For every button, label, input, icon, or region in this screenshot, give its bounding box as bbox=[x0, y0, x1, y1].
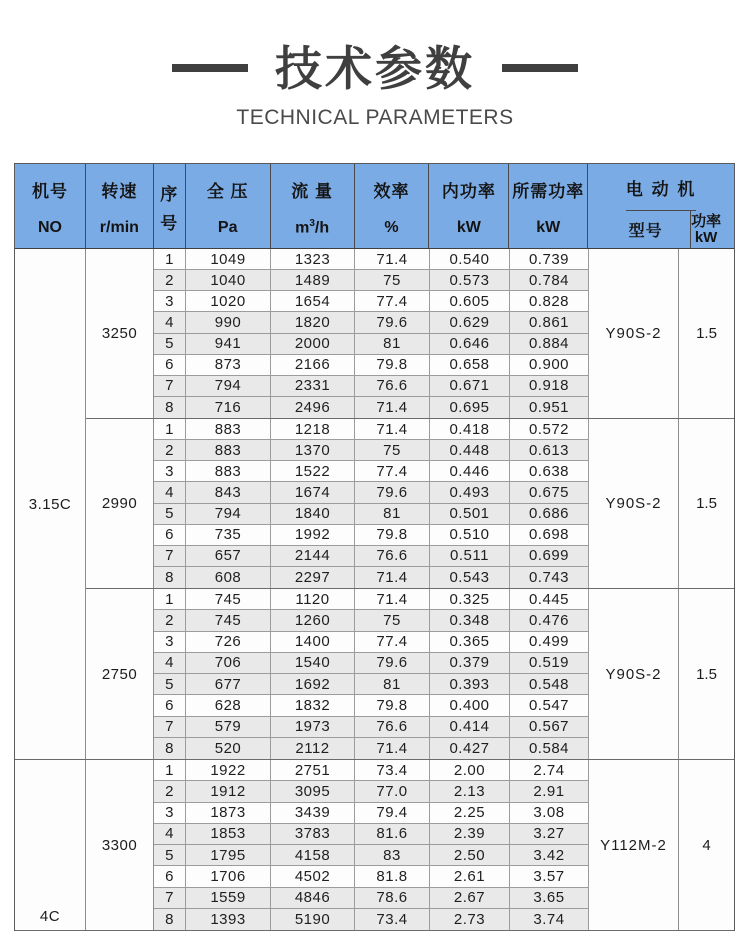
flow-cell: 1973 bbox=[271, 717, 355, 737]
flow-cell: 1820 bbox=[271, 312, 355, 332]
required-power-cell: 0.675 bbox=[510, 482, 589, 502]
internal-power-cell: 0.671 bbox=[430, 376, 510, 396]
internal-power-cell: 0.400 bbox=[430, 695, 510, 715]
speed-sections bbox=[86, 760, 734, 930]
table-row bbox=[154, 803, 589, 824]
flow-cell: 2496 bbox=[271, 397, 355, 418]
required-power-cell: 0.613 bbox=[510, 440, 589, 460]
parameters-table bbox=[14, 163, 735, 931]
table-row bbox=[154, 270, 589, 291]
serial-cell: 3 bbox=[154, 632, 186, 652]
motor-power-cell: 1.5 bbox=[696, 495, 717, 512]
machine-group bbox=[15, 249, 734, 760]
header-flow-zh: 流 量 bbox=[291, 182, 333, 201]
required-power-cell: 3.08 bbox=[510, 803, 589, 823]
flow-cell: 3783 bbox=[271, 824, 355, 844]
efficiency-cell: 77.0 bbox=[355, 781, 430, 801]
internal-power-cell: 0.414 bbox=[430, 717, 510, 737]
serial-cell: 1 bbox=[154, 249, 186, 269]
header-pressure-unit: Pa bbox=[217, 219, 238, 236]
internal-power-cell: 0.393 bbox=[430, 674, 510, 694]
speed-cell: 2990 bbox=[86, 419, 154, 588]
machine-no-label: 3.15C bbox=[28, 495, 72, 513]
serial-cell: 8 bbox=[154, 738, 186, 759]
pressure-cell: 677 bbox=[186, 674, 271, 694]
serial-cell: 3 bbox=[154, 803, 186, 823]
flow-cell: 1674 bbox=[271, 482, 355, 502]
internal-power-cell: 0.511 bbox=[430, 546, 510, 566]
header-pressure-zh: 全 压 bbox=[206, 182, 249, 201]
internal-power-cell: 2.73 bbox=[430, 909, 510, 930]
motor-model-cell: Y90S-2 bbox=[589, 419, 679, 588]
table-row bbox=[154, 610, 589, 631]
header-machine-no-en: NO bbox=[37, 219, 62, 236]
table-row bbox=[154, 824, 589, 845]
table-row bbox=[154, 249, 589, 270]
table-row bbox=[154, 312, 589, 333]
table-row bbox=[154, 888, 589, 909]
flow-cell: 4158 bbox=[271, 845, 355, 865]
flow-cell: 1522 bbox=[271, 461, 355, 481]
speed-section bbox=[86, 419, 734, 589]
efficiency-cell: 75 bbox=[355, 440, 430, 460]
serial-cell: 7 bbox=[154, 717, 186, 737]
table-row bbox=[154, 567, 589, 588]
required-power-cell: 0.698 bbox=[510, 525, 589, 545]
motor-model-cell: Y90S-2 bbox=[589, 249, 679, 418]
pressure-cell: 1559 bbox=[186, 888, 271, 908]
pressure-cell: 1049 bbox=[186, 249, 271, 269]
efficiency-cell: 73.4 bbox=[355, 909, 430, 930]
table-row bbox=[154, 504, 589, 525]
internal-power-cell: 0.365 bbox=[430, 632, 510, 652]
internal-power-cell: 0.418 bbox=[430, 419, 510, 439]
table-row bbox=[154, 632, 589, 653]
internal-power-cell: 0.348 bbox=[430, 610, 510, 630]
pressure-cell: 579 bbox=[186, 717, 271, 737]
efficiency-cell: 81.8 bbox=[355, 866, 430, 886]
flow-cell: 1832 bbox=[271, 695, 355, 715]
internal-power-cell: 0.646 bbox=[430, 334, 510, 354]
serial-cell: 2 bbox=[154, 440, 186, 460]
serial-cell: 6 bbox=[154, 866, 186, 886]
header-motor-zh: 电 动 机 bbox=[626, 164, 696, 211]
page-title: 技术参数 bbox=[275, 41, 475, 95]
table-row bbox=[154, 760, 589, 781]
required-power-cell: 2.74 bbox=[510, 760, 589, 780]
required-power-cell: 0.638 bbox=[510, 461, 589, 481]
pressure-cell: 716 bbox=[186, 397, 271, 418]
header-motor-group bbox=[588, 164, 734, 248]
pressure-cell: 1393 bbox=[186, 909, 271, 930]
efficiency-cell: 71.4 bbox=[355, 589, 430, 609]
table-row bbox=[154, 866, 589, 887]
serial-cell: 1 bbox=[154, 419, 186, 439]
serial-cell: 1 bbox=[154, 760, 186, 780]
flow-cell: 2112 bbox=[271, 738, 355, 759]
flow-cell: 1692 bbox=[271, 674, 355, 694]
motor-power-cell: 1.5 bbox=[696, 665, 717, 683]
serial-cell: 7 bbox=[154, 888, 186, 908]
efficiency-cell: 79.6 bbox=[355, 653, 430, 673]
header-motor-model: 型号 bbox=[601, 211, 691, 248]
table-row bbox=[154, 546, 589, 567]
serial-cell: 1 bbox=[154, 589, 186, 609]
table-row bbox=[154, 781, 589, 802]
table-row bbox=[154, 589, 589, 610]
pressure-cell: 1922 bbox=[186, 760, 271, 780]
table-row bbox=[154, 376, 589, 397]
serial-cell: 8 bbox=[154, 397, 186, 418]
flow-cell: 4502 bbox=[271, 866, 355, 886]
motor-model-cell: Y90S-2 bbox=[589, 589, 679, 759]
pressure-cell: 1912 bbox=[186, 781, 271, 801]
required-power-cell: 0.739 bbox=[510, 249, 589, 269]
efficiency-cell: 79.8 bbox=[355, 525, 430, 545]
serial-cell: 8 bbox=[154, 567, 186, 588]
pressure-cell: 628 bbox=[186, 695, 271, 715]
pressure-cell: 794 bbox=[186, 376, 271, 396]
internal-power-cell: 0.540 bbox=[430, 249, 510, 269]
pressure-cell: 843 bbox=[186, 482, 271, 502]
data-rows bbox=[154, 760, 589, 930]
motor-power-cell: 4 bbox=[702, 836, 711, 854]
table-row bbox=[154, 845, 589, 866]
flow-unit-sup: 3 bbox=[309, 217, 315, 229]
flow-cell: 1489 bbox=[271, 270, 355, 290]
required-power-cell: 3.27 bbox=[510, 824, 589, 844]
header-motor-power-unit: kW bbox=[694, 228, 718, 246]
pressure-cell: 657 bbox=[186, 546, 271, 566]
required-power-cell: 0.884 bbox=[510, 334, 589, 354]
efficiency-cell: 81 bbox=[355, 334, 430, 354]
flow-cell: 3439 bbox=[271, 803, 355, 823]
serial-cell: 7 bbox=[154, 546, 186, 566]
pressure-cell: 873 bbox=[186, 355, 271, 375]
flow-cell: 1218 bbox=[271, 419, 355, 439]
pressure-cell: 735 bbox=[186, 525, 271, 545]
speed-section bbox=[86, 589, 734, 759]
serial-cell: 6 bbox=[154, 525, 186, 545]
title-dash-right bbox=[502, 64, 578, 72]
header-pressure bbox=[186, 164, 271, 248]
flow-cell: 2166 bbox=[271, 355, 355, 375]
header-efficiency bbox=[355, 164, 430, 248]
header-motor-sub bbox=[601, 211, 721, 248]
efficiency-cell: 79.6 bbox=[355, 312, 430, 332]
efficiency-cell: 71.4 bbox=[355, 419, 430, 439]
required-power-cell: 0.784 bbox=[510, 270, 589, 290]
serial-cell: 4 bbox=[154, 824, 186, 844]
pressure-cell: 1853 bbox=[186, 824, 271, 844]
table-header bbox=[15, 164, 734, 249]
pressure-cell: 794 bbox=[186, 504, 271, 524]
internal-power-cell: 2.39 bbox=[430, 824, 510, 844]
title-block bbox=[0, 38, 750, 98]
header-speed-zh: 转速 bbox=[101, 182, 138, 201]
internal-power-cell: 0.695 bbox=[430, 397, 510, 418]
header-flow bbox=[271, 164, 355, 248]
serial-cell: 6 bbox=[154, 695, 186, 715]
pressure-cell: 608 bbox=[186, 567, 271, 588]
required-power-cell: 3.74 bbox=[510, 909, 589, 930]
serial-cell: 2 bbox=[154, 781, 186, 801]
internal-power-cell: 2.00 bbox=[430, 760, 510, 780]
internal-power-cell: 0.325 bbox=[430, 589, 510, 609]
flow-cell: 1260 bbox=[271, 610, 355, 630]
internal-power-cell: 2.25 bbox=[430, 803, 510, 823]
pressure-cell: 1795 bbox=[186, 845, 271, 865]
efficiency-cell: 81.6 bbox=[355, 824, 430, 844]
internal-power-cell: 0.510 bbox=[430, 525, 510, 545]
pressure-cell: 883 bbox=[186, 440, 271, 460]
internal-power-cell: 0.629 bbox=[430, 312, 510, 332]
header-required-power bbox=[509, 164, 588, 248]
required-power-cell: 2.91 bbox=[510, 781, 589, 801]
table-row bbox=[154, 291, 589, 312]
speed-cell: 3250 bbox=[86, 249, 154, 418]
efficiency-cell: 78.6 bbox=[355, 888, 430, 908]
pressure-cell: 1873 bbox=[186, 803, 271, 823]
header-internal-power-unit: kW bbox=[456, 219, 481, 236]
required-power-cell: 3.42 bbox=[510, 845, 589, 865]
flow-cell: 2297 bbox=[271, 567, 355, 588]
internal-power-cell: 0.379 bbox=[430, 653, 510, 673]
serial-cell: 4 bbox=[154, 653, 186, 673]
serial-cell: 2 bbox=[154, 610, 186, 630]
table-row bbox=[154, 909, 589, 930]
efficiency-cell: 79.4 bbox=[355, 803, 430, 823]
header-machine-no bbox=[15, 164, 86, 248]
pressure-cell: 941 bbox=[186, 334, 271, 354]
efficiency-cell: 76.6 bbox=[355, 546, 430, 566]
required-power-cell: 0.445 bbox=[510, 589, 589, 609]
efficiency-cell: 71.4 bbox=[355, 249, 430, 269]
pressure-cell: 883 bbox=[186, 461, 271, 481]
serial-cell: 7 bbox=[154, 376, 186, 396]
required-power-cell: 3.57 bbox=[510, 866, 589, 886]
pressure-cell: 990 bbox=[186, 312, 271, 332]
table-row bbox=[154, 653, 589, 674]
pressure-cell: 706 bbox=[186, 653, 271, 673]
internal-power-cell: 2.50 bbox=[430, 845, 510, 865]
flow-cell: 2751 bbox=[271, 760, 355, 780]
data-rows bbox=[154, 249, 589, 418]
efficiency-cell: 81 bbox=[355, 504, 430, 524]
machine-group bbox=[15, 760, 734, 931]
pressure-cell: 1706 bbox=[186, 866, 271, 886]
header-serial-line2: 号 bbox=[160, 214, 179, 233]
table-row bbox=[154, 440, 589, 461]
required-power-cell: 0.861 bbox=[510, 312, 589, 332]
efficiency-cell: 77.4 bbox=[355, 632, 430, 652]
header-required-power-unit: kW bbox=[536, 219, 561, 236]
efficiency-cell: 77.4 bbox=[355, 461, 430, 481]
motor-model-cell: Y112M-2 bbox=[589, 760, 679, 930]
serial-cell: 3 bbox=[154, 461, 186, 481]
efficiency-cell: 77.4 bbox=[355, 291, 430, 311]
machine-no-cell bbox=[15, 760, 86, 930]
flow-cell: 4846 bbox=[271, 888, 355, 908]
serial-cell: 6 bbox=[154, 355, 186, 375]
internal-power-cell: 0.543 bbox=[430, 567, 510, 588]
required-power-cell: 0.567 bbox=[510, 717, 589, 737]
flow-cell: 1323 bbox=[271, 249, 355, 269]
internal-power-cell: 0.427 bbox=[430, 738, 510, 759]
speed-cell: 3300 bbox=[86, 760, 154, 930]
motor-power-cell: 1.5 bbox=[696, 325, 717, 342]
required-power-cell: 0.519 bbox=[510, 653, 589, 673]
required-power-cell: 0.699 bbox=[510, 546, 589, 566]
flow-cell: 2144 bbox=[271, 546, 355, 566]
title-dash-left bbox=[172, 64, 248, 72]
flow-cell: 2000 bbox=[271, 334, 355, 354]
pressure-cell: 1020 bbox=[186, 291, 271, 311]
efficiency-cell: 75 bbox=[355, 270, 430, 290]
serial-cell: 8 bbox=[154, 909, 186, 930]
header-motor-power bbox=[691, 211, 721, 248]
table-body bbox=[15, 249, 734, 931]
flow-unit-rest: /h bbox=[314, 219, 330, 236]
efficiency-cell: 79.8 bbox=[355, 695, 430, 715]
header-motor-power-zh: 功率 bbox=[691, 212, 722, 230]
header-required-power-zh: 所需功率 bbox=[512, 182, 585, 201]
internal-power-cell: 2.13 bbox=[430, 781, 510, 801]
serial-cell: 2 bbox=[154, 270, 186, 290]
required-power-cell: 0.584 bbox=[510, 738, 589, 759]
pressure-cell: 1040 bbox=[186, 270, 271, 290]
table-row bbox=[154, 419, 589, 440]
internal-power-cell: 2.67 bbox=[430, 888, 510, 908]
flow-unit-base: m bbox=[295, 219, 310, 236]
efficiency-cell: 75 bbox=[355, 610, 430, 630]
required-power-cell: 0.547 bbox=[510, 695, 589, 715]
flow-cell: 2331 bbox=[271, 376, 355, 396]
flow-cell: 1540 bbox=[271, 653, 355, 673]
page-subtitle: TECHNICAL PARAMETERS bbox=[236, 106, 514, 129]
pressure-cell: 520 bbox=[186, 738, 271, 759]
required-power-cell: 0.743 bbox=[510, 567, 589, 588]
data-rows bbox=[154, 589, 589, 759]
efficiency-cell: 76.6 bbox=[355, 717, 430, 737]
table-row bbox=[154, 334, 589, 355]
flow-cell: 5190 bbox=[271, 909, 355, 930]
table-row bbox=[154, 674, 589, 695]
required-power-cell: 0.499 bbox=[510, 632, 589, 652]
flow-cell: 1400 bbox=[271, 632, 355, 652]
pressure-cell: 745 bbox=[186, 610, 271, 630]
required-power-cell: 0.918 bbox=[510, 376, 589, 396]
efficiency-cell: 73.4 bbox=[355, 760, 430, 780]
serial-cell: 4 bbox=[154, 312, 186, 332]
internal-power-cell: 0.448 bbox=[430, 440, 510, 460]
header-internal-power-zh: 内功率 bbox=[441, 182, 496, 201]
internal-power-cell: 0.501 bbox=[430, 504, 510, 524]
header-efficiency-zh: 效率 bbox=[373, 182, 410, 201]
pressure-cell: 726 bbox=[186, 632, 271, 652]
efficiency-cell: 71.4 bbox=[355, 738, 430, 759]
internal-power-cell: 0.493 bbox=[430, 482, 510, 502]
efficiency-cell: 79.6 bbox=[355, 482, 430, 502]
internal-power-cell: 0.573 bbox=[430, 270, 510, 290]
required-power-cell: 3.65 bbox=[510, 888, 589, 908]
serial-cell: 5 bbox=[154, 334, 186, 354]
table-row bbox=[154, 738, 589, 759]
pressure-cell: 745 bbox=[186, 589, 271, 609]
internal-power-cell: 0.446 bbox=[430, 461, 510, 481]
data-rows bbox=[154, 419, 589, 588]
table-row bbox=[154, 717, 589, 738]
internal-power-cell: 0.658 bbox=[430, 355, 510, 375]
table-row bbox=[154, 461, 589, 482]
header-speed-unit: r/min bbox=[99, 219, 139, 236]
serial-cell: 5 bbox=[154, 845, 186, 865]
flow-cell: 1992 bbox=[271, 525, 355, 545]
table-row bbox=[154, 525, 589, 546]
required-power-cell: 0.476 bbox=[510, 610, 589, 630]
efficiency-cell: 76.6 bbox=[355, 376, 430, 396]
speed-sections bbox=[86, 249, 734, 759]
header-serial-line1: 序 bbox=[160, 185, 179, 204]
machine-no-label: 4C bbox=[39, 908, 61, 925]
pressure-cell: 883 bbox=[186, 419, 271, 439]
header-flow-unit bbox=[295, 218, 329, 237]
efficiency-cell: 79.8 bbox=[355, 355, 430, 375]
efficiency-cell: 71.4 bbox=[355, 397, 430, 418]
header-machine-no-zh: 机号 bbox=[31, 182, 68, 201]
speed-section bbox=[86, 249, 734, 419]
flow-cell: 1120 bbox=[271, 589, 355, 609]
flow-cell: 1654 bbox=[271, 291, 355, 311]
flow-cell: 3095 bbox=[271, 781, 355, 801]
internal-power-cell: 2.61 bbox=[430, 866, 510, 886]
table-row bbox=[154, 397, 589, 418]
required-power-cell: 0.828 bbox=[510, 291, 589, 311]
serial-cell: 5 bbox=[154, 504, 186, 524]
serial-cell: 3 bbox=[154, 291, 186, 311]
required-power-cell: 0.900 bbox=[510, 355, 589, 375]
required-power-cell: 0.686 bbox=[510, 504, 589, 524]
table-row bbox=[154, 695, 589, 716]
speed-cell: 2750 bbox=[86, 589, 154, 759]
speed-section bbox=[86, 760, 734, 930]
required-power-cell: 0.951 bbox=[510, 397, 589, 418]
header-efficiency-unit: % bbox=[384, 219, 399, 236]
header-internal-power bbox=[429, 164, 509, 248]
machine-no-cell bbox=[15, 249, 86, 759]
efficiency-cell: 71.4 bbox=[355, 567, 430, 588]
header-speed bbox=[86, 164, 154, 248]
header-serial bbox=[154, 164, 186, 248]
efficiency-cell: 81 bbox=[355, 674, 430, 694]
serial-cell: 5 bbox=[154, 674, 186, 694]
required-power-cell: 0.572 bbox=[510, 419, 589, 439]
internal-power-cell: 0.605 bbox=[430, 291, 510, 311]
required-power-cell: 0.548 bbox=[510, 674, 589, 694]
table-row bbox=[154, 355, 589, 376]
table-row bbox=[154, 482, 589, 503]
flow-cell: 1840 bbox=[271, 504, 355, 524]
serial-cell: 4 bbox=[154, 482, 186, 502]
flow-cell: 1370 bbox=[271, 440, 355, 460]
efficiency-cell: 83 bbox=[355, 845, 430, 865]
